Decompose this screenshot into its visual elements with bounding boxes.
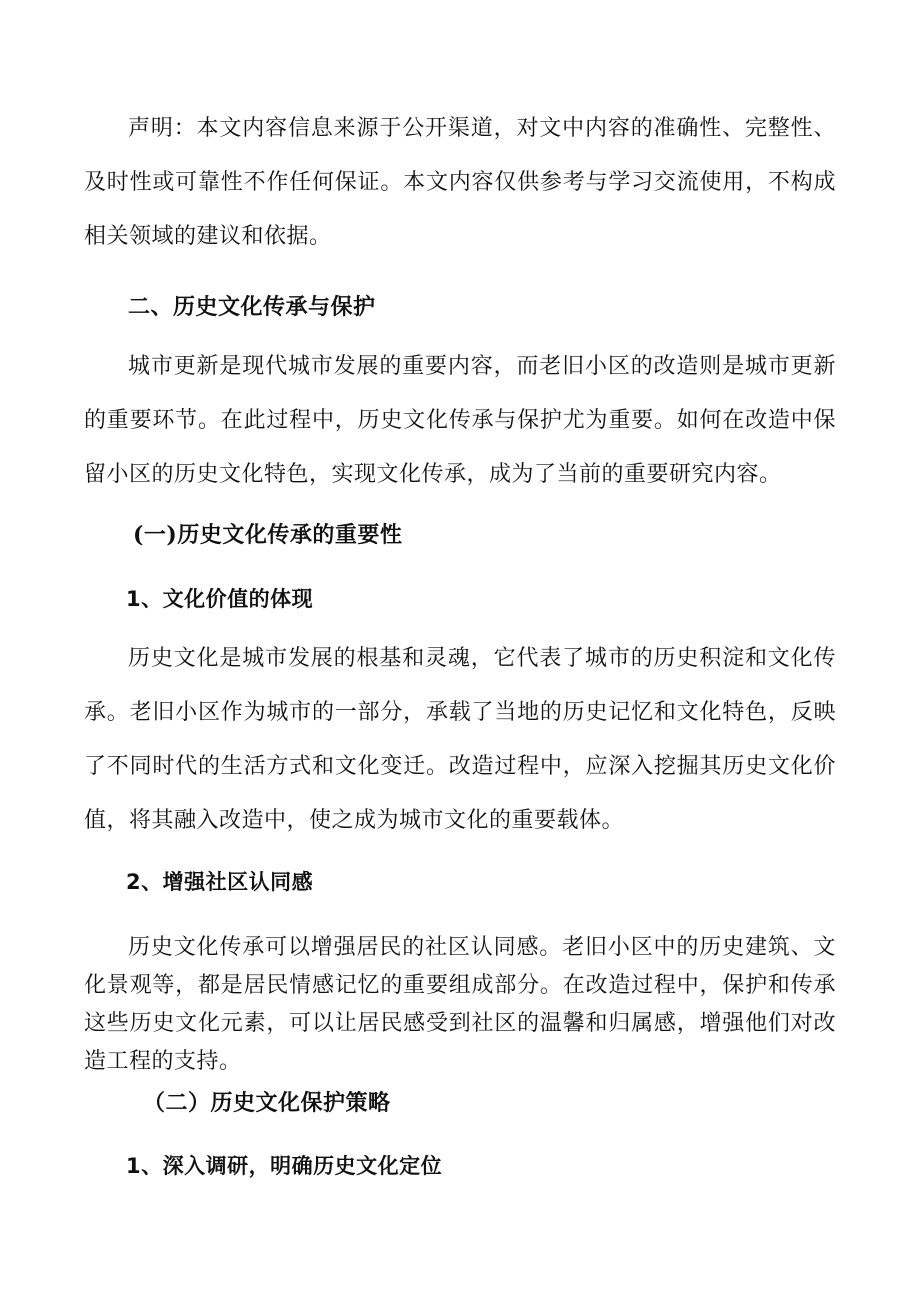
item-heading-research-positioning: 1、深入调研，明确历史文化定位: [126, 1154, 443, 1178]
subsection-heading-importance: (一)历史文化传承的重要性: [133, 522, 403, 548]
community-identity-paragraph: 历史文化传承可以增强居民的社区认同感。老旧小区中的历史建筑、文化景观等，都是居民情感记忆的重要组成部分。在改造过程中，保护和传承这些历史文化元素，可以让居民感受到社区的温馨和归属感，增强他们对改造工程的支持。: [84, 935, 836, 1074]
section-heading-history-culture: 二、历史文化传承与保护: [128, 294, 376, 320]
cultural-value-paragraph: 历史文化是城市发展的根基和灵魂，它代表了城市的历史积淀和文化传承。老旧小区作为城市的一部分，承载了当地的历史记忆和文化特色，反映了不同时代的生活方式和文化变迁。改造过程中，应深入挖掘其历史文化价值，将其融入改造中，使之成为城市文化的重要载体。: [84, 646, 836, 833]
subsection-heading-protection-strategy: （二）历史文化保护策略: [143, 1090, 391, 1116]
item-heading-cultural-value: 1、文化价值的体现: [126, 587, 314, 611]
disclaimer-paragraph: 声明：本文内容信息来源于公开渠道，对文中内容的准确性、完整性、及时性或可靠性不作任何保证。本文内容仅供参考与学习交流使用，不构成相关领域的建议和依据。: [84, 116, 836, 249]
item-heading-community-identity: 2、增强社区认同感: [126, 870, 314, 894]
section-intro-paragraph: 城市更新是现代城市发展的重要内容，而老旧小区的改造则是城市更新的重要环节。在此过程中，历史文化传承与保护尤为重要。如何在改造中保留小区的历史文化特色，实现文化传承，成为了当前的重要研究内容。: [84, 354, 836, 487]
